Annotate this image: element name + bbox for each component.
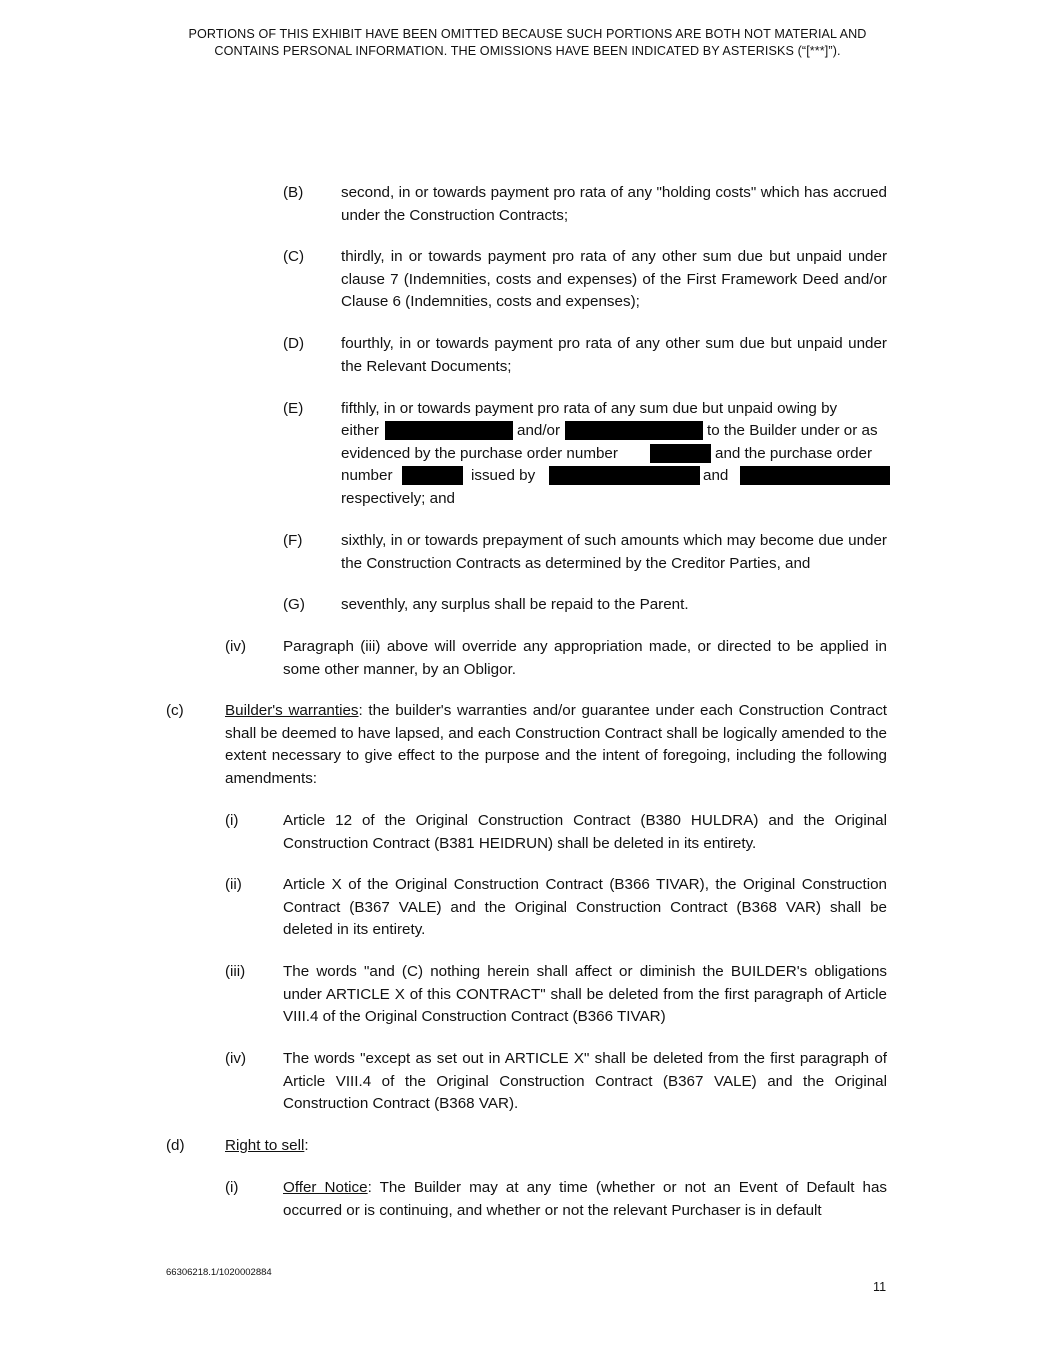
redaction-block xyxy=(385,421,513,440)
item-label-f: (F) xyxy=(283,532,303,549)
exhibit-notice-line-2: CONTAINS PERSONAL INFORMATION. THE OMISSIONS HAVE BEEN INDICATED BY ASTERISKS (“[***]”). xyxy=(214,44,841,58)
clause-body-d: : xyxy=(304,1137,309,1154)
item-e-line-2 xyxy=(341,420,887,443)
clause-body-c: : the builder's warranties and/or guarantee under each Construction Contract shall be deemed to have lapsed, and each Construction Contract shall be logically amended to the extent necessary to give effect to the purpose and the intent of foregoing, including the following amendments: xyxy=(225,702,888,787)
clause-label-d: (d) xyxy=(166,1137,185,1154)
item-text-b: second, in or towards payment pro rata of any "holding costs" which has accrued under the Construction Contracts; xyxy=(341,184,887,224)
item-e-number: number xyxy=(341,467,393,484)
item-label-d: (D) xyxy=(283,335,305,352)
sub-label-c-ii: (ii) xyxy=(225,876,242,893)
item-label-b: (B) xyxy=(283,184,304,201)
item-text-f: sixthly, in or towards prepayment of such amounts which may become due under the Construction Contracts as determined by the Creditor Parties, and xyxy=(341,532,887,572)
sub-text-c-iv: The words "except as set out in ARTICLE X" shall be deleted from the first paragraph of Article VIII.4 of the Original Construction Contract (B367 VALE) and the Original Construction Contract (B368 VAR). xyxy=(283,1050,887,1112)
sub-heading-offer-notice: Offer Notice xyxy=(283,1179,368,1196)
sub-text-c-ii: Article X of the Original Construction Contract (B366 TIVAR), the Original Construction Contract (B367 VALE) and the Original Construction Contract (B368 VAR) shall be deleted in its entirety. xyxy=(283,876,887,938)
item-e-respectively: respectively; and xyxy=(341,490,455,507)
item-e-text-1: fifthly, in or towards payment pro rata of any sum due but unpaid owing by xyxy=(341,400,838,417)
item-e-and-po: and the purchase order xyxy=(715,445,873,462)
clause-label-c: (c) xyxy=(166,702,184,719)
item-label-iv: (iv) xyxy=(225,638,247,655)
item-e-issued-by: issued by xyxy=(471,467,536,484)
item-e-and: and xyxy=(703,467,729,484)
item-e-line-3 xyxy=(341,443,887,466)
item-text-d: fourthly, in or towards payment pro rata of any other sum due but unpaid under the Relevant Documents; xyxy=(341,335,887,375)
item-label-g: (G) xyxy=(283,596,305,613)
item-e-line-5 xyxy=(341,488,887,511)
item-e-either: either xyxy=(341,422,379,439)
sub-label-c-iv: (iv) xyxy=(225,1050,247,1067)
sub-text-d-i xyxy=(283,1177,887,1222)
item-e-line-4 xyxy=(341,465,887,488)
sub-label-d-i: (i) xyxy=(225,1179,239,1196)
exhibit-notice xyxy=(120,26,935,60)
sub-body-d-i: : The Builder may at any time (whether or not an Event of Default has occurred or is continuing, and whether or not the relevant Purchaser is in default xyxy=(283,1179,887,1219)
sub-text-c-i: Article 12 of the Original Construction Contract (B380 HULDRA) and the Original Construction Contract (B381 HEIDRUN) shall be deleted in its entirety. xyxy=(283,812,887,852)
item-label-c: (C) xyxy=(283,248,305,265)
sub-label-c-iii: (iii) xyxy=(225,963,246,980)
clause-heading-builders-warranties: Builder's warranties xyxy=(225,702,359,719)
item-e-andor: and/or xyxy=(517,422,561,439)
clause-text-d xyxy=(225,1135,887,1158)
item-label-e: (E) xyxy=(283,400,304,417)
sub-label-c-i: (i) xyxy=(225,812,239,829)
item-e-to-builder: to the Builder under or as xyxy=(707,422,878,439)
item-e-line-1 xyxy=(341,398,887,421)
exhibit-notice-line-1: PORTIONS OF THIS EXHIBIT HAVE BEEN OMITTED BECAUSE SUCH PORTIONS ARE BOTH NOT MATERIAL AND xyxy=(188,27,867,41)
sub-text-c-iii: The words "and (C) nothing herein shall affect or diminish the BUILDER's obligations under ARTICLE X of this CONTRACT" shall be deleted from the first paragraph of Article VIII.4 of the Original Construction Contract (B366 TIVAR) xyxy=(283,963,887,1025)
clause-text-c xyxy=(225,700,887,790)
item-text-g: seventhly, any surplus shall be repaid to the Parent. xyxy=(341,596,689,613)
item-text-iv: Paragraph (iii) above will override any appropriation made, or directed to be applied in some other manner, by an Obligor. xyxy=(283,638,887,678)
clause-heading-right-to-sell: Right to sell xyxy=(225,1137,305,1154)
page-number: 11 xyxy=(873,1280,887,1294)
document-reference: 66306218.1/1020002884 xyxy=(166,1267,272,1278)
item-text-c: thirdly, in or towards payment pro rata of any other sum due but unpaid under clause 7 (Indemnities, costs and expenses) of the First Framework Deed and/or Clause 6 (Indemnities, costs and expenses); xyxy=(341,248,887,310)
item-e-evidenced: evidenced by the purchase order number xyxy=(341,445,618,462)
